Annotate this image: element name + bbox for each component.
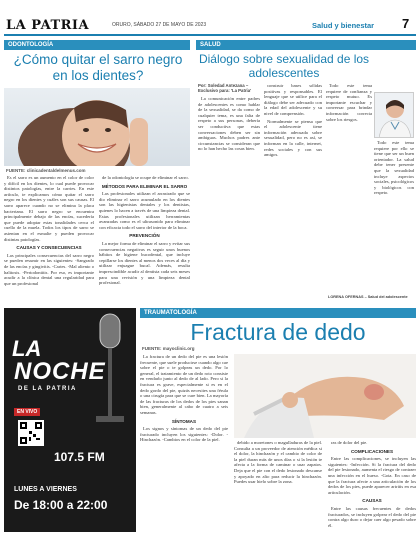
article-photo [4,88,190,166]
section-name: Salud y bienestar [312,21,375,30]
radio-advertisement [4,308,136,532]
headline: Fractura de dedo [190,319,366,345]
article-col-2 [264,83,322,160]
section-tag: TRAUMATOLOGÍA [140,308,416,318]
paragraph: La fractura de un dedo del pie es una lesión frecuente, que suele producirse cuando algo cae sobre el pie o te golpeas un dedo. Por lo general, el tratamiento de un dedo roto consiste en vendarlo junto al dedo de al lado. Pero si la fractura es grave, especialmente si es en el dedo gordo del pie, quizás necesites una férula o una cirugía para que se cure bien. La mayoría de las fracturas de los dedos de los pies sanan bien, generalmente al cabo de cuatro a seis semanas. [140,354,228,415]
subheading: COMPLICACIONES [350,448,394,454]
paragraph: Los signos y síntomas de un dedo del pie fracturado incluyen los siguientes: -Dolor. -Hinchazón. -Cambios en el color de la piel. [140,426,228,443]
paragraph: Todo este tema requiere de confianza y respeto mutuo. Es importante escuchar y conversar para brindar información correcta sobre los riesgos. [326,83,372,122]
paragraph: Entre las complicaciones, se incluyen las siguientes: -Infección. Si la fractura del dedo del pie lesionado, aumenta el riesgo de contraer una infección en el hueso. -Gota. En caso de que la fractura afecte a una articulación de los dedos de los pies, puede aparecer artritis en esa articulación. [328,456,416,495]
paragraph: ras de dolor del pie. [331,440,368,445]
article-col-2 [99,175,190,288]
health-article [196,40,416,302]
ad-subtitle: DE LA PATRIA [18,386,77,392]
article-col-3 [326,83,372,124]
subheading: SÍNTOMAS [171,418,197,424]
paragraph: construir bases sólidas positivas y responsables. El lenguaje que se utilice para el diálogo debe ser adecuado con la edad del adolescente y su nivel de comprensión. [264,83,322,116]
headline: Diálogo sobre sexualidad de los adolescentes [198,52,370,80]
signature: LORENA OFERNAS – Salud del adolescente [328,295,408,299]
subheading: CAUSAS [362,498,382,504]
radio-microphone-icon [90,312,130,432]
smiling-woman-image [4,88,190,166]
headline: ¿Cómo quitar el sarro negro en los dientes? [13,52,183,83]
page-number: 7 [402,16,410,31]
qr-code [18,420,44,446]
paragraph: Normalmente se piensa que el adolescente tiene información adecuada sobre sexualidad, pero no es así, se informan en la calle, internet, redes sociales y con sus amigos. [264,118,322,158]
odontology-article [4,40,190,302]
article-col-1 [4,175,94,288]
paragraph: debido a moretones o magulladuras de la piel. Consulta a un proveedor de atención médica si el dolor, la hinchazón y el cambio de color de la piel duran más de unos días o si la lesión te afecta a la forma de caminar o usar zapatos. Deja que el pie con el dedo lesionado descanse y apoyado en alto para reducir la hinchazón. Puedes usar hielo sobre la zona. [234,440,322,485]
injured-foot-image [234,354,416,438]
subheading: PREVENCIÓN [129,233,160,239]
section-tag: ODONTOLOGÍA [4,40,190,50]
paragraph: Todo este tema requiere por ello se tiene que ser un buen orientador. La salud debe tener presente que la sexualidad incluye aspectos sociales, psicológicos y biológicos con respeto. [374,140,414,196]
paragraph: Las profesionales utilizan el arrastrado que se dio eliminar el sarro acumulado en los dientes son las higienistas dentales y los dentistas, quienes lo hacen a través de una limpieza dental. Estas profesionales utilizan herramientas avanzadas como es el ultrasonido para eliminar con eficacia todo el sarro del interior de la boca. [99,191,190,230]
paragraph: Es el sarro es un aumento en el color de color y difícil en los dientes, lo cual puede provocar distintos patologías, entre la carries. En este artículo, te explicamos cómo quitar el sarro negro en los dientes y cuáles son sus causas. El sarro aparece cuando no se elimina la placa bacteriana. El sarro negro se encuentra principalmente debajo de las encías, sucedería que puede adoptar estas tonalidades cerca el cuello de la muela. Todos los tipos de sarro se asientan en el esmalte y pueden provocar distintas patologías. [4,175,94,242]
masthead [0,0,420,38]
paragraph: de la odontología se ocupe de eliminar el sarro. [102,175,189,180]
live-badge: EN VIVO [14,408,40,416]
author-photo [374,92,414,138]
article-col-4 [374,140,414,198]
subheading: CAUSAS Y CONSECUENCIAS [16,245,82,251]
schedule-hours: De 18:00 a 22:00 [14,498,108,512]
article-col-3 [328,440,416,530]
article-col-2 [234,440,322,487]
subheading: MÉTODOS PARA ELIMINAR EL SARRO [101,183,188,189]
source-credit: FUENTE: mayoclinic.org [142,346,195,351]
article-col-1 [198,96,260,154]
doctor-portrait-image [375,93,414,138]
newspaper-logo: LA PATRIA [6,18,90,33]
byline: Por: Soledad Antezana – Exclusivo para: 'La Patria' [198,83,252,93]
paragraph: La mejor forma de eliminar el sarro y evitar sus consecuencias negativas es seguir unos buenos hábitos de higiene bucodental, que incluye cepillarse los dientes al menos dos veces al día y utilizar enjuague bucal. Además, resulta imprescindible acudir al dentista cada seis meses para una revisión y una limpieza dental profesional. [99,240,190,286]
paragraph: Las principales consecuencias del sarro negro se pueden resumir en las siguientes: -Sangrado de las encías y gingivitis. -Caries. -Mal aliento o halitosis. -Periodontitis. Por eso, es importante acudir a la clínica dental una regularidad para que un profesional [4,252,94,286]
schedule-days: LUNES A VIERNES [14,486,77,493]
dateline: ORURO, SÁBADO 27 DE MAYO DE 2023 [112,22,207,28]
foot-photo [234,354,416,438]
trauma-article [140,308,416,534]
ad-title-noche: NOCHE [14,358,106,385]
article-col-1 [140,354,228,445]
ad-title-la: LA [12,336,42,361]
source-credit: FUENTE: clinicadentaldelmenus.com [6,168,86,173]
masthead-rule [4,34,416,36]
paragraph: Entre las causas frecuentes de dedos fracturados, se incluyen golpear el dedo del pie contra algo duro o dejar caer algo pesado sobre él. [328,505,416,528]
paragraph: La comunicación entre padres de adolescentes es como hablar de la sexualidad, se da como de cualquier tema, es una falta de respeto a sus personas, debería ser conductiva que estas conversaciones deben ser sin ambiguas. Muchos padres ante circunstancias se consideran que no lo han hecho las cosas bien. [198,96,260,152]
section-tag: SALUD [196,40,416,50]
fm-frequency: 107.5 FM [54,450,105,464]
